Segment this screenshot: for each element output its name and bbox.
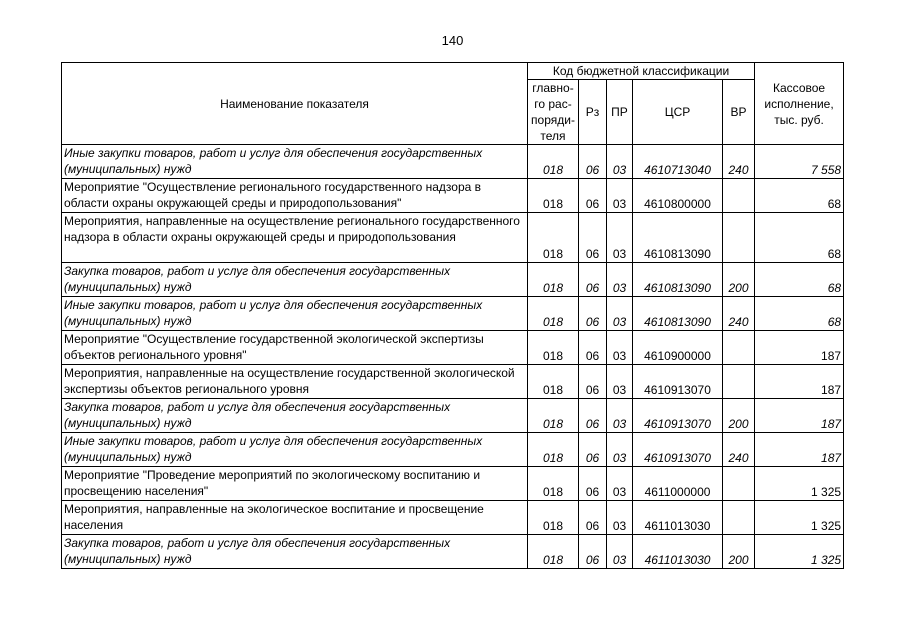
row-pr-code: 03 bbox=[607, 467, 633, 501]
table-row bbox=[62, 145, 844, 179]
row-pr-code: 03 bbox=[607, 433, 633, 467]
budget-table bbox=[61, 62, 844, 569]
row-admin-code: 018 bbox=[528, 263, 579, 297]
row-vr-code: 240 bbox=[723, 145, 755, 179]
row-admin-code: 018 bbox=[528, 467, 579, 501]
row-amount: 187 bbox=[755, 331, 844, 365]
row-pr-code: 03 bbox=[607, 145, 633, 179]
row-csr-code: 4611000000 bbox=[633, 467, 723, 501]
row-admin-code: 018 bbox=[528, 145, 579, 179]
row-admin-code: 018 bbox=[528, 297, 579, 331]
header-name: Наименование показателя bbox=[62, 63, 528, 145]
table-header bbox=[62, 63, 844, 145]
row-rz-code: 06 bbox=[579, 501, 607, 535]
row-csr-code: 4611013030 bbox=[633, 535, 723, 569]
row-pr-code: 03 bbox=[607, 365, 633, 399]
row-csr-code: 4610913070 bbox=[633, 433, 723, 467]
row-amount: 1 325 bbox=[755, 501, 844, 535]
table-row bbox=[62, 179, 844, 213]
row-vr-code bbox=[723, 179, 755, 213]
header-pr: ПР bbox=[607, 80, 633, 145]
row-amount: 68 bbox=[755, 179, 844, 213]
row-amount: 68 bbox=[755, 297, 844, 331]
row-name: Иные закупки товаров, работ и услуг для обеспечения государственных (муниципальных) нужд bbox=[62, 297, 528, 331]
row-amount: 1 325 bbox=[755, 467, 844, 501]
row-csr-code: 4610813090 bbox=[633, 263, 723, 297]
row-name: Мероприятие "Осуществление регионального государственного надзора в области охраны окружающей среды и природопользования" bbox=[62, 179, 528, 213]
row-name: Иные закупки товаров, работ и услуг для обеспечения государственных (муниципальных) нужд bbox=[62, 145, 528, 179]
table-row bbox=[62, 263, 844, 297]
row-rz-code: 06 bbox=[579, 263, 607, 297]
row-name: Мероприятие "Осуществление государственной экологической экспертизы объектов регионального уровня" bbox=[62, 331, 528, 365]
table-row bbox=[62, 399, 844, 433]
row-vr-code bbox=[723, 365, 755, 399]
row-vr-code: 200 bbox=[723, 399, 755, 433]
header-code-group: Код бюджетной классификации bbox=[528, 63, 755, 80]
row-admin-code: 018 bbox=[528, 213, 579, 263]
row-vr-code bbox=[723, 467, 755, 501]
table-row bbox=[62, 433, 844, 467]
row-admin-code: 018 bbox=[528, 179, 579, 213]
header-rz: Рз bbox=[579, 80, 607, 145]
row-amount: 68 bbox=[755, 213, 844, 263]
row-name: Мероприятия, направленные на осуществление регионального государственного надзора в области охраны окружающей среды и природопользования bbox=[62, 213, 528, 263]
row-admin-code: 018 bbox=[528, 331, 579, 365]
row-name: Мероприятия, направленные на осуществление государственной экологической экспертизы объектов регионального уровня bbox=[62, 365, 528, 399]
row-vr-code: 240 bbox=[723, 433, 755, 467]
row-rz-code: 06 bbox=[579, 535, 607, 569]
row-csr-code: 4610900000 bbox=[633, 331, 723, 365]
header-admin: главно-го рас-поряди-теля bbox=[528, 80, 579, 145]
row-vr-code: 200 bbox=[723, 535, 755, 569]
row-name: Мероприятия, направленные на экологическое воспитание и просвещение населения bbox=[62, 501, 528, 535]
row-admin-code: 018 bbox=[528, 433, 579, 467]
row-amount: 1 325 bbox=[755, 535, 844, 569]
table-row bbox=[62, 213, 844, 263]
row-vr-code bbox=[723, 331, 755, 365]
row-pr-code: 03 bbox=[607, 179, 633, 213]
row-rz-code: 06 bbox=[579, 213, 607, 263]
row-name: Иные закупки товаров, работ и услуг для обеспечения государственных (муниципальных) нужд bbox=[62, 433, 528, 467]
row-pr-code: 03 bbox=[607, 297, 633, 331]
row-name: Закупка товаров, работ и услуг для обеспечения государственных (муниципальных) нужд bbox=[62, 263, 528, 297]
row-admin-code: 018 bbox=[528, 399, 579, 433]
row-admin-code: 018 bbox=[528, 365, 579, 399]
table-row bbox=[62, 535, 844, 569]
row-csr-code: 4611013030 bbox=[633, 501, 723, 535]
header-vr: ВР bbox=[723, 80, 755, 145]
row-vr-code: 240 bbox=[723, 297, 755, 331]
row-vr-code: 200 bbox=[723, 263, 755, 297]
row-rz-code: 06 bbox=[579, 365, 607, 399]
row-amount: 68 bbox=[755, 263, 844, 297]
row-vr-code bbox=[723, 213, 755, 263]
row-pr-code: 03 bbox=[607, 399, 633, 433]
page-number: 140 bbox=[441, 33, 464, 48]
row-admin-code: 018 bbox=[528, 501, 579, 535]
table-row bbox=[62, 365, 844, 399]
row-vr-code bbox=[723, 501, 755, 535]
row-name: Мероприятие "Проведение мероприятий по экологическому воспитанию и просвещению населения" bbox=[62, 467, 528, 501]
row-amount: 187 bbox=[755, 399, 844, 433]
row-rz-code: 06 bbox=[579, 399, 607, 433]
row-amount: 7 558 bbox=[755, 145, 844, 179]
table-row bbox=[62, 331, 844, 365]
row-amount: 187 bbox=[755, 433, 844, 467]
row-csr-code: 4610800000 bbox=[633, 179, 723, 213]
header-csr: ЦСР bbox=[633, 80, 723, 145]
table-body bbox=[62, 145, 844, 569]
row-rz-code: 06 bbox=[579, 467, 607, 501]
table-row bbox=[62, 297, 844, 331]
row-pr-code: 03 bbox=[607, 213, 633, 263]
row-pr-code: 03 bbox=[607, 331, 633, 365]
row-name: Закупка товаров, работ и услуг для обеспечения государственных (муниципальных) нужд bbox=[62, 535, 528, 569]
row-name: Закупка товаров, работ и услуг для обеспечения государственных (муниципальных) нужд bbox=[62, 399, 528, 433]
row-rz-code: 06 bbox=[579, 433, 607, 467]
row-pr-code: 03 bbox=[607, 501, 633, 535]
row-csr-code: 4610813090 bbox=[633, 297, 723, 331]
row-amount: 187 bbox=[755, 365, 844, 399]
row-csr-code: 4610713040 bbox=[633, 145, 723, 179]
row-rz-code: 06 bbox=[579, 179, 607, 213]
row-pr-code: 03 bbox=[607, 263, 633, 297]
table-row bbox=[62, 501, 844, 535]
row-pr-code: 03 bbox=[607, 535, 633, 569]
row-csr-code: 4610913070 bbox=[633, 365, 723, 399]
row-rz-code: 06 bbox=[579, 297, 607, 331]
row-rz-code: 06 bbox=[579, 145, 607, 179]
row-csr-code: 4610913070 bbox=[633, 399, 723, 433]
row-admin-code: 018 bbox=[528, 535, 579, 569]
row-rz-code: 06 bbox=[579, 331, 607, 365]
header-amount: Кассовое исполнение, тыс. руб. bbox=[755, 63, 844, 145]
table-row bbox=[62, 467, 844, 501]
row-csr-code: 4610813090 bbox=[633, 213, 723, 263]
